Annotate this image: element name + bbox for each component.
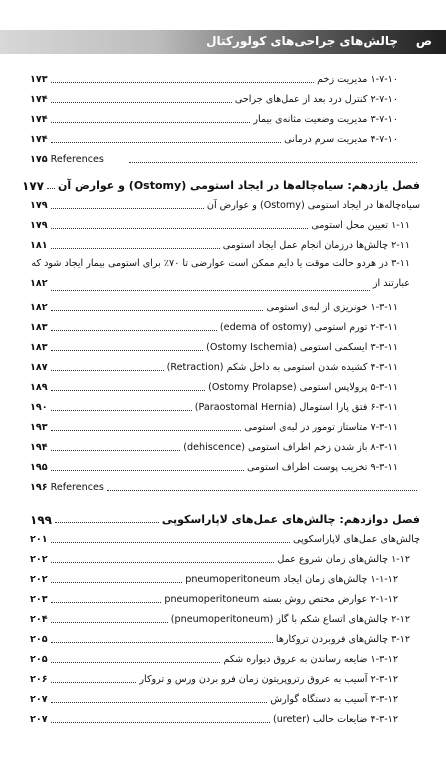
toc-entry[interactable]: ۲-۱۱ چالش‌ها درزمان انجام عمل ایجاد استومی ۱۸۱ [30,240,410,251]
toc-entry[interactable]: ۳-۳-۱۲ آسیب به دستگاه گوارش ۲۰۷ [30,694,398,705]
toc-entry[interactable]: ۲-۱-۱۲ عوارض مختص روش بسته pneumoperitoneum ۲۰۳ [30,594,398,605]
chapter-heading[interactable]: فصل دوازدهم: چالش‌های عمل‌های لاپاراسکوپی ۱۹۹ [30,513,420,527]
toc-entry[interactable]: ۳-۷-۱۰ مدیریت وضعیت مثانه‌ی بیمار ۱۷۴ [30,114,398,125]
toc-entry[interactable]: ۴-۳-۱۱ کشیده شدن استومی به داخل شکم (Retraction) ۱۸۷ [30,362,398,373]
toc-entry[interactable]: ۱-۱-۱۲ چالش‌های زمان ایجاد pneumoperitoneum ۲۰۲ [30,574,398,585]
toc-entry[interactable]: ۲-۷-۱۰ کنترل درد بعد از عمل‌های جراحی ۱۷۴ [30,94,398,105]
toc-entry[interactable]: ۱-۷-۱۰ مدیریت زخم ۱۷۳ [30,74,398,85]
toc-entry[interactable]: ۲-۱۲ چالش‌های اتساع شکم با گاز (pneumoperitoneum) ۲۰۴ [30,614,410,625]
toc-entry[interactable]: ۱-۱۲ چالش‌های زمان شروع عمل ۲۰۲ [30,554,410,565]
toc-entry[interactable]: ۴-۳-۱۲ ضایعات حالب (ureter) ۲۰۷ [30,714,398,725]
toc-entry[interactable]: ۲-۳-۱۱ تورم استومی (edema of ostomy) ۱۸۳ [30,322,398,333]
page-label: ص [415,34,432,48]
toc-entry[interactable]: ۲-۳-۱۲ آسیب به عروق رتروپریتون زمان فرو بردن ورس و تروکار ۲۰۶ [30,674,398,685]
running-header [0,30,446,54]
toc-entry[interactable]: ۷-۳-۱۱ متاستاز تومور در لبه‌ی استومی ۱۹۳ [30,422,398,433]
toc-entry[interactable]: چالش‌های عمل‌های لاپاراسکوپی ۲۰۱ [30,534,420,545]
table-of-contents [22,66,420,726]
toc-entry[interactable]: ۹-۳-۱۱ تخریب پوست اطراف استومی ۱۹۵ [30,462,398,473]
toc-entry-references[interactable]: References ۱۷۵ [30,146,420,166]
toc-entry-references[interactable]: References ۱۹۶ [30,474,420,494]
toc-entry[interactable]: ۶-۳-۱۱ فتق پارا استومال (Paraostomal Hernia) ۱۹۰ [30,402,398,413]
toc-entry-multiline[interactable]: ۳-۱۱ در هردو حالت موقت یا دایم ممکن است عوارضی تا ۷۰٪ برای استومی بیمار ایجاد شود که عبارتند از ۱۸۲ [30,258,410,289]
toc-entry[interactable]: ۳-۳-۱۱ ایسکمی استومی (Ostomy Ischemia) ۱۸۳ [30,342,398,353]
toc-entry[interactable]: سیاه‌چاله‌ها در ایجاد استومی (Ostomy) و عوارض آن ۱۷۹ [30,200,420,211]
toc-entry[interactable]: ۱-۳-۱۱ خونریزی از لبه‌ی استومی ۱۸۲ [30,302,398,313]
toc-entry[interactable]: ۳-۱۲ چالش‌های فروبردن تروکارها ۲۰۵ [30,634,410,645]
book-title: چالش‌های جراحی‌های کولورکتال [206,34,398,48]
toc-entry[interactable]: ۱-۱۱ تعیین محل استومی ۱۷۹ [30,220,410,231]
toc-entry[interactable]: ۸-۳-۱۱ باز شدن زخم اطراف استومی (dehiscence) ۱۹۴ [30,442,398,453]
toc-entry[interactable]: ۵-۳-۱۱ پرولاپس استومی (Ostomy Prolapse) ۱۸۹ [30,382,398,393]
toc-entry[interactable]: ۱-۳-۱۲ ضایعه رساندن به عروق دیواره شکم ۲۰۵ [30,654,398,665]
chapter-heading[interactable]: فصل یازدهم: سیاه‌چاله‌ها در ایجاد استومی (Ostomy) و عوارض آن ۱۷۷ [22,179,420,193]
toc-entry[interactable]: ۴-۷-۱۰ مدیریت سرم درمانی ۱۷۴ [30,134,398,145]
